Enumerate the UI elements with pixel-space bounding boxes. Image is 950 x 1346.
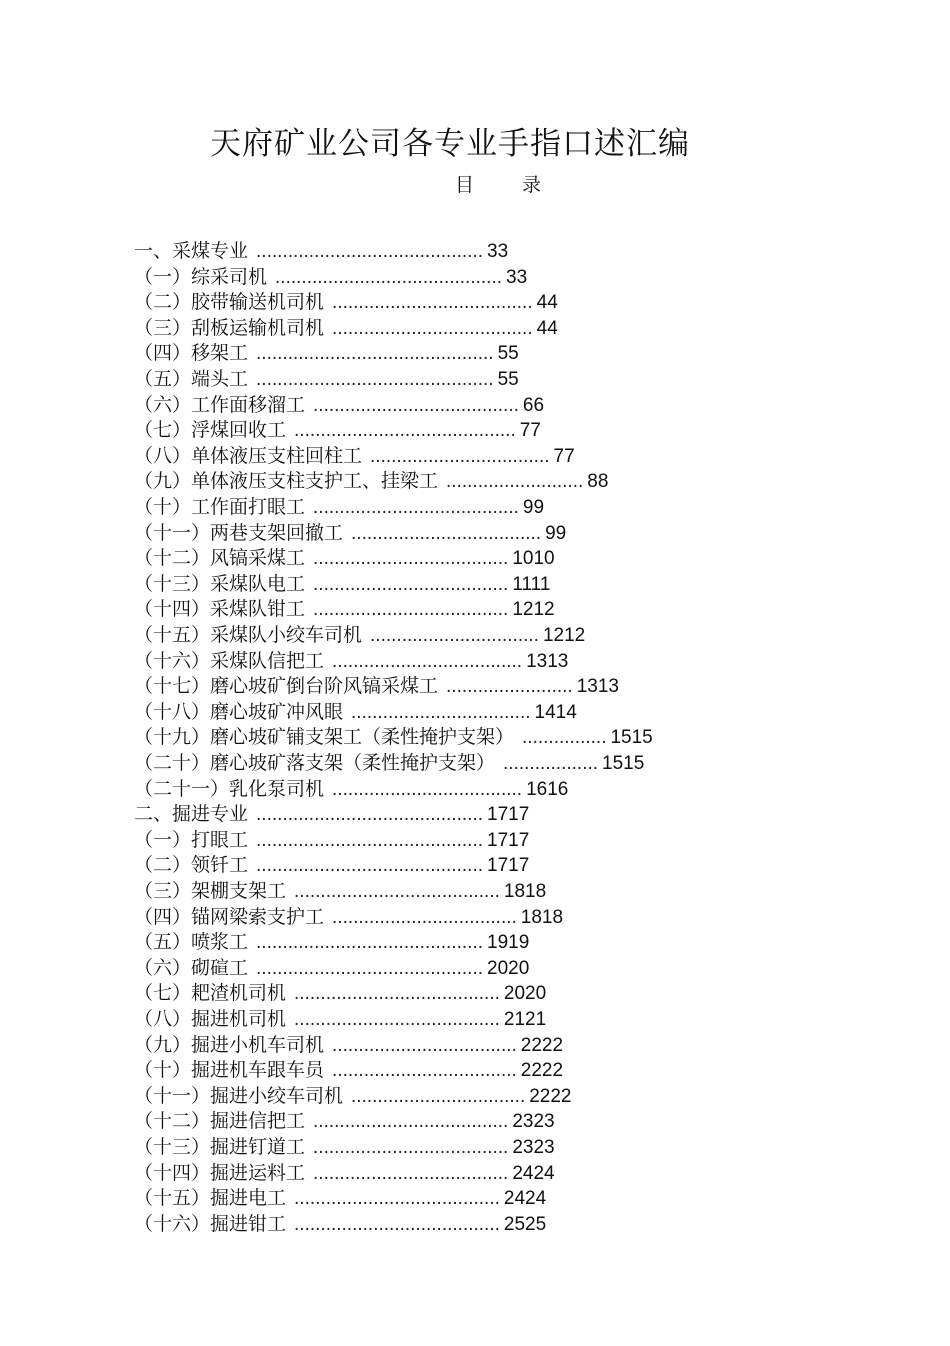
toc-entry[interactable] (134, 494, 544, 520)
toc-entry-leader-dots: ............................................. (256, 369, 494, 390)
toc-entry-page-number: 77 (519, 420, 541, 442)
toc-entry-label: （三）架棚支架工 (134, 880, 287, 902)
toc-entry-page-number: 2424 (512, 1162, 555, 1184)
toc-entry[interactable] (134, 315, 558, 341)
toc-entry-label: （四）移架工 (134, 342, 249, 365)
toc-entry-label: （八）单体液压支柱回柱工 (134, 444, 363, 467)
toc-entry[interactable] (134, 545, 555, 571)
toc-entry-leader-dots: ................................. (351, 1085, 526, 1107)
toc-entry-page-number: 77 (553, 445, 575, 467)
toc-entry[interactable] (134, 904, 563, 930)
toc-entry-page-number: 2323 (512, 1137, 555, 1158)
toc-entry[interactable] (134, 929, 529, 955)
toc-entry-leader-dots: ..................................... (313, 1111, 509, 1133)
toc-entry[interactable] (134, 392, 544, 418)
toc-entry-page-number: 1313 (576, 676, 619, 698)
toc-entry[interactable] (134, 443, 575, 469)
toc-entry[interactable] (134, 520, 566, 546)
toc-entry-leader-dots: ........................ (446, 676, 573, 698)
toc-entry[interactable] (134, 1006, 546, 1032)
toc-entry-page-number: 99 (522, 497, 545, 518)
toc-entry-page-number: 88 (587, 471, 609, 493)
toc-entry-page-number: 2121 (503, 1009, 547, 1030)
toc-entry[interactable] (134, 571, 550, 597)
toc-entry[interactable] (134, 1211, 546, 1237)
toc-entry-page-number: 2222 (520, 1034, 564, 1056)
toc-entry[interactable] (134, 1057, 563, 1083)
toc-entry-label: （十五）掘进电工 (134, 1187, 287, 1210)
toc-entry-label: （六）砌碹工 (134, 956, 249, 979)
toc-entry-leader-dots: ............................................. (256, 343, 494, 365)
toc-entry-leader-dots: .................................... (351, 522, 542, 544)
toc-entry-label: （十四）掘进运料工 (134, 1161, 306, 1184)
toc-entry-page-number: 1010 (512, 548, 555, 570)
toc-entry-leader-dots: .................................. (370, 445, 550, 467)
toc-entry-label: （七）浮煤回收工 (134, 419, 287, 442)
toc-entry[interactable] (134, 1083, 572, 1109)
toc-entry-leader-dots: ...................................... (332, 317, 533, 339)
toc-entry-page-number: 1818 (503, 881, 547, 902)
toc-entry[interactable] (134, 1108, 555, 1134)
toc-entry-leader-dots: ................ (522, 727, 607, 749)
toc-entry-page-number: 1515 (602, 753, 645, 774)
toc-entry-label: （十八）磨心坡矿冲风眼 (134, 700, 344, 723)
toc-entry-label: 二、掘进专业 (134, 803, 249, 826)
toc-entry[interactable] (134, 622, 585, 648)
toc-entry-page-number: 1212 (542, 625, 586, 646)
toc-entry-label: （一）综采司机 (134, 265, 268, 288)
toc-entry-leader-dots: .................................. (351, 701, 531, 723)
toc-entry-leader-dots: ................................... (332, 1034, 517, 1056)
toc-entry[interactable] (134, 648, 568, 674)
toc-entry-label: 一、采煤专业 (134, 240, 249, 262)
toc-heading-char-2: 录 (522, 174, 542, 196)
toc-entry-label: （六）工作面移溜工 (134, 393, 306, 416)
toc-entry-leader-dots: .......................... (446, 471, 584, 493)
toc-entry-page-number: 44 (536, 317, 558, 339)
toc-heading-char-1: 目 (455, 174, 475, 196)
toc-entry-label: （五）喷浆工 (134, 931, 249, 954)
toc-entry[interactable] (134, 878, 546, 904)
toc-entry-label: （十）掘进机车跟车员 (134, 1059, 325, 1082)
toc-entry-page-number: 1616 (526, 778, 569, 800)
toc-entry-leader-dots: ....................................... (313, 394, 519, 416)
toc-entry-label: （一）打眼工 (134, 828, 249, 851)
toc-entry-page-number: 33 (506, 266, 528, 288)
toc-entry-page-number: 1515 (610, 727, 653, 749)
toc-entry-page-number: 1717 (487, 829, 530, 851)
toc-entry-page-number: 55 (497, 369, 519, 390)
toc-entry[interactable] (134, 673, 619, 699)
toc-entry[interactable] (134, 699, 577, 725)
toc-entry[interactable] (134, 1134, 555, 1160)
toc-entry[interactable] (134, 827, 529, 853)
toc-entry-label: （二十一）乳化泵司机 (134, 777, 325, 800)
toc-entry-leader-dots: ................................... (332, 906, 517, 928)
toc-entry-label: （二十）磨心坡矿落支架（柔性掩护支架） (134, 752, 496, 774)
toc-entry-label: （二）领钎工 (134, 854, 249, 877)
toc-entry-label: （二）胶带输送机司机 (134, 291, 325, 314)
toc-entry-leader-dots: ........................................... (256, 829, 484, 851)
toc-entry[interactable] (134, 289, 558, 315)
toc-entry[interactable] (134, 1185, 546, 1211)
toc-entry-page-number: 1414 (534, 701, 577, 723)
toc-entry-page-number: 1919 (487, 932, 530, 954)
toc-entry-page-number: 2323 (512, 1111, 555, 1133)
toc-entry[interactable] (134, 1160, 555, 1186)
toc-entry-leader-dots: ..................................... (313, 1162, 509, 1184)
toc-entry-page-number: 1818 (520, 906, 564, 928)
toc-entry-label: （十二）掘进信把工 (134, 1110, 306, 1133)
toc-entry-leader-dots: ..................................... (313, 599, 509, 621)
toc-entry-leader-dots: ...................................... (332, 292, 533, 314)
toc-entry-page-number: 2424 (503, 1188, 547, 1210)
toc-entry-leader-dots: ........................................... (256, 804, 484, 826)
toc-entry[interactable] (134, 468, 608, 494)
toc-entry-page-number: 66 (522, 394, 545, 416)
toc-entry-page-number: 2222 (520, 1060, 564, 1082)
toc-entry-leader-dots: ....................................... (313, 497, 519, 518)
toc-entry[interactable] (134, 264, 527, 290)
toc-entry[interactable] (134, 955, 529, 981)
toc-entry-label: （十七）磨心坡矿倒台阶风镐采煤工 (134, 675, 439, 698)
toc-entry-label: （十九）磨心坡矿铺支架工（柔性掩护支架） (134, 726, 515, 749)
toc-entry[interactable] (134, 596, 555, 622)
toc-entry-leader-dots: ........................................... (256, 241, 484, 262)
toc-entry-label: （八）掘进机司机 (134, 1008, 287, 1030)
toc-entry-label: （四）锚网梁索支护工 (134, 905, 325, 928)
toc-entry-label: （七）耙渣机司机 (134, 982, 287, 1005)
toc-entry-label: （十六）掘进钳工 (134, 1212, 287, 1235)
toc-entry[interactable] (134, 340, 519, 366)
toc-entry-label: （十）工作面打眼工 (134, 496, 306, 518)
toc-entry-page-number: 1717 (487, 804, 530, 826)
toc-entry-label: （十一）两巷支架回撤工 (134, 521, 344, 544)
toc-entry-label: （十三）采煤队电工 (134, 572, 306, 595)
toc-entry[interactable] (134, 776, 568, 802)
toc-entry-page-number: 1717 (487, 855, 530, 877)
toc-entry-page-number: 2222 (529, 1085, 572, 1107)
toc-entry[interactable] (134, 750, 644, 776)
toc-entry-leader-dots: .................................... (332, 778, 523, 800)
toc-entry-page-number: 33 (487, 241, 509, 262)
toc-entry-leader-dots: ....................................... (294, 1188, 500, 1210)
toc-entry-label: （十六）采煤队信把工 (134, 649, 325, 672)
toc-entry-leader-dots: ..................................... (313, 548, 509, 570)
toc-entry-label: （十二）风镐采煤工 (134, 547, 306, 570)
toc-heading (455, 170, 541, 197)
toc-entry[interactable] (134, 852, 529, 878)
toc-entry[interactable] (134, 980, 546, 1006)
toc-entry-page-number: 1212 (512, 599, 555, 621)
toc-entry-label: （十一）掘进小绞车司机 (134, 1084, 344, 1107)
toc-entry-label: （十五）采煤队小绞车司机 (134, 624, 363, 646)
toc-entry-page-number: 2525 (503, 1213, 547, 1235)
toc-entry-label: （五）端头工 (134, 368, 249, 390)
toc-entry[interactable] (134, 366, 519, 392)
toc-entry-leader-dots: .................................... (332, 650, 523, 672)
toc-entry-leader-dots: ....................................... (294, 1213, 500, 1235)
document-title (0, 118, 950, 163)
toc-entry-leader-dots: ....................................... (294, 983, 500, 1005)
toc-entry-leader-dots: .................. (503, 753, 599, 774)
toc-entry-page-number: 1313 (526, 650, 569, 672)
toc-entry-page-number: 2020 (503, 983, 547, 1005)
toc-entry[interactable] (134, 724, 653, 750)
toc-entry-leader-dots: ..................................... (313, 573, 509, 595)
toc-entry-label: （三）刮板运输机司机 (134, 316, 325, 339)
toc-entry-leader-dots: ........................................... (256, 855, 484, 877)
toc-entry[interactable] (134, 801, 529, 827)
toc-entry-page-number: 55 (497, 343, 519, 365)
toc-entry[interactable] (134, 1032, 563, 1058)
toc-entry-page-number: 2020 (487, 957, 530, 979)
toc-entry-leader-dots: ........................................... (256, 957, 484, 979)
toc-entry-leader-dots: ....................................... (294, 1009, 500, 1030)
document-title-text: 天府矿业公司各专业手指口述汇编 (210, 126, 690, 162)
toc-entry[interactable] (134, 238, 508, 264)
toc-entry-label: （十四）采煤队钳工 (134, 598, 306, 621)
toc-entry-label: （九）掘进小机车司机 (134, 1033, 325, 1056)
toc-entry[interactable] (134, 417, 541, 443)
toc-entry-leader-dots: ........................................... (256, 932, 484, 954)
toc-entry-leader-dots: ........................................... (275, 266, 503, 288)
toc-entry-page-number: 99 (545, 522, 567, 544)
toc-entry-leader-dots: ..................................... (313, 1137, 509, 1158)
toc-entry-leader-dots: ....................................... (294, 881, 500, 902)
toc-entry-leader-dots: ................................... (332, 1060, 517, 1082)
toc-entry-leader-dots: ................................ (370, 625, 539, 646)
toc-entry-label: （九）单体液压支柱支护工、挂梁工 (134, 470, 439, 493)
toc-entry-page-number: 44 (536, 292, 558, 314)
toc-entry-leader-dots: .......................................... (294, 420, 516, 442)
toc-entry-label: （十三）掘进钉道工 (134, 1136, 306, 1158)
toc-entry-page-number: 1111 (512, 573, 551, 595)
